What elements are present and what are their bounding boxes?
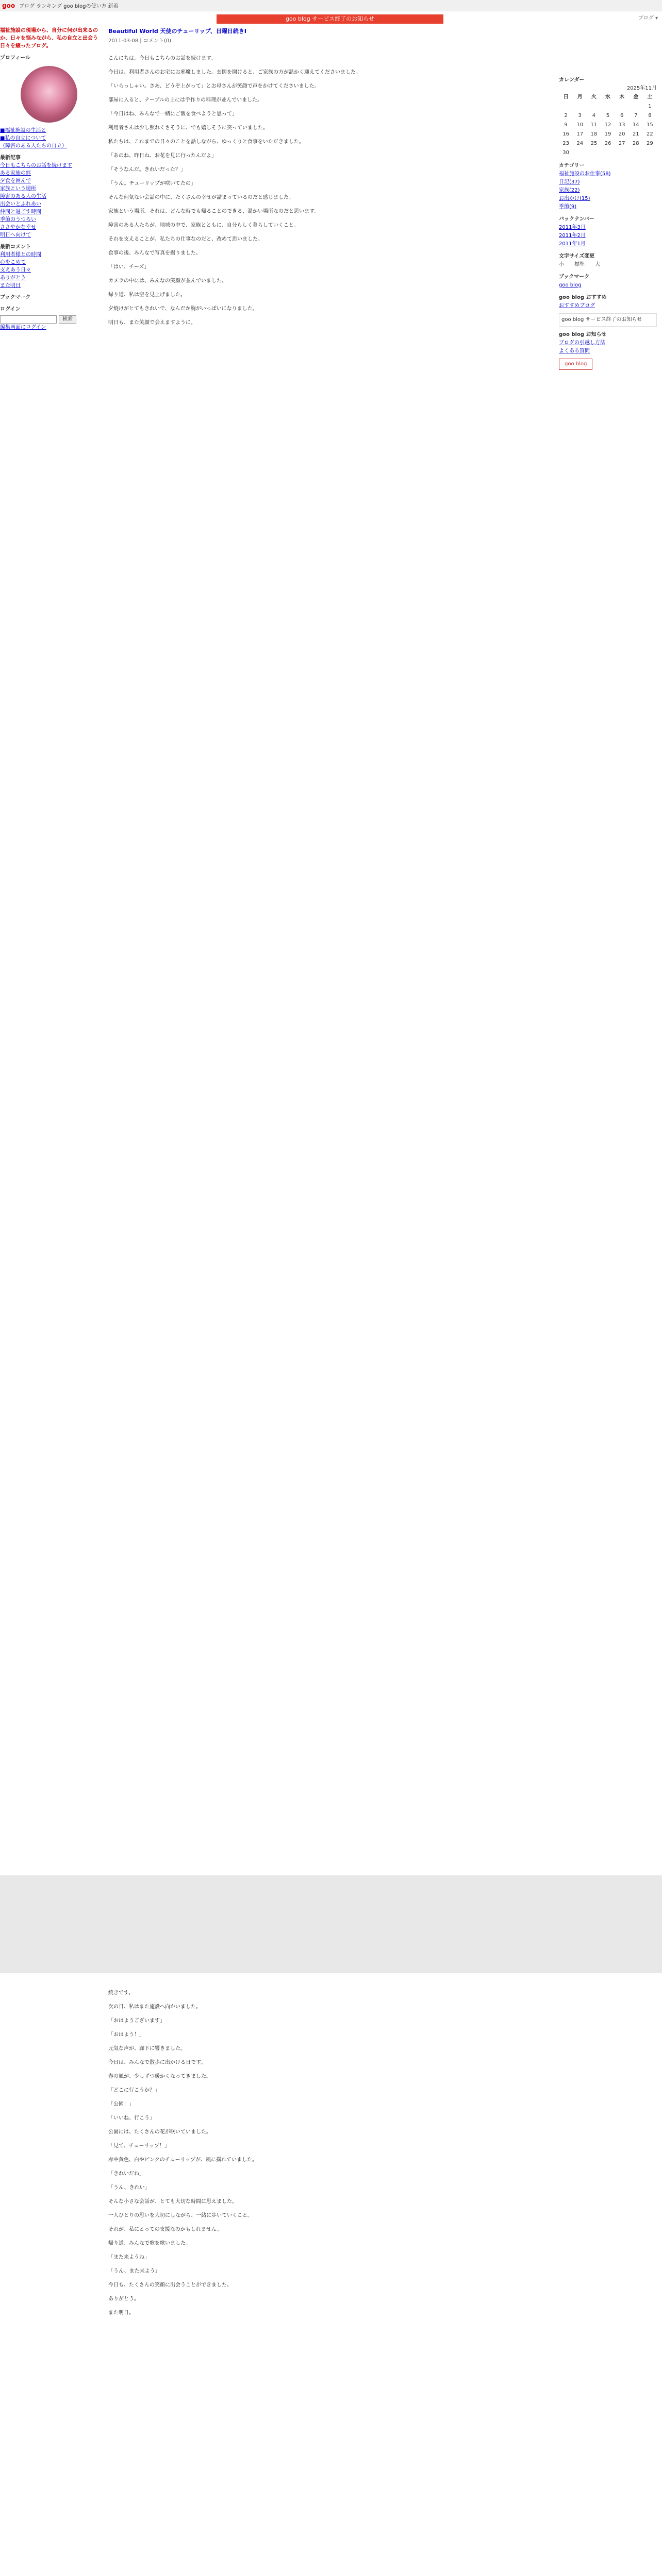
calendar-day bbox=[559, 102, 573, 111]
calendar-day[interactable]: 3 bbox=[578, 113, 582, 118]
article-paragraph: また明日。 bbox=[108, 2310, 134, 2316]
article-paragraph: それを支えることが、私たちの仕事なのだと、改めて思いました。 bbox=[108, 236, 263, 242]
calendar-day bbox=[587, 148, 601, 158]
calendar-day[interactable]: 10 bbox=[576, 122, 584, 128]
top-nav-links[interactable]: ブログ ランキング goo blogの使い方 新着 bbox=[19, 4, 119, 9]
article-paragraph: そんな何気ない会話の中に、たくさんの幸せが詰まっているのだと感じました。 bbox=[108, 194, 294, 200]
weekday-label: 木 bbox=[619, 94, 625, 100]
calendar-day[interactable]: 1 bbox=[648, 104, 652, 109]
recent-comment-link[interactable]: ありがとう bbox=[0, 275, 26, 281]
calendar-day[interactable]: 8 bbox=[648, 113, 652, 118]
weekday-label: 火 bbox=[591, 94, 597, 100]
calendar-day[interactable]: 23 bbox=[562, 141, 569, 146]
recent-comment-link[interactable]: 支えあう日々 bbox=[0, 267, 31, 273]
calendar-day[interactable]: 12 bbox=[604, 122, 611, 128]
article-paragraph: 赤や黄色、白やピンクのチューリップが、風に揺れていました。 bbox=[108, 2157, 258, 2163]
calendar-day[interactable]: 17 bbox=[576, 131, 584, 137]
weekday-label: 土 bbox=[647, 94, 653, 100]
calendar-day[interactable]: 22 bbox=[647, 131, 653, 137]
calendar-week-row bbox=[559, 148, 657, 158]
article-paragraph: 夕焼けがとてもきれいで、なんだか胸がいっぱいになりました。 bbox=[108, 306, 258, 312]
service-notice-text: goo blog サービス終了のお知らせ bbox=[561, 317, 642, 323]
article-paragraph: カメラの中には、みんなの笑顔が並んでいました。 bbox=[108, 278, 227, 284]
recommend-heading: goo blog おすすめ bbox=[559, 295, 607, 300]
calendar-day bbox=[601, 102, 615, 111]
bookmark-link[interactable]: goo blog bbox=[559, 282, 582, 288]
category-link[interactable]: 日記(37) bbox=[559, 179, 580, 185]
goo-blog-button[interactable]: goo blog bbox=[559, 359, 592, 370]
profile-link-1[interactable]: ■福祉施設の生活と bbox=[0, 128, 46, 133]
article-paragraph: 「はい、チーズ」 bbox=[108, 264, 150, 270]
calendar-week-row bbox=[559, 102, 657, 111]
recent-entry-link[interactable]: ある家族の絆 bbox=[0, 171, 31, 176]
backnumber-link[interactable]: 2011年2月 bbox=[559, 233, 586, 239]
top-nav-bar bbox=[0, 0, 662, 11]
backnumber-link[interactable]: 2011年1月 bbox=[559, 241, 586, 247]
article-paragraph: 今日も、たくさんの笑顔に出会うことができました。 bbox=[108, 2282, 232, 2288]
bookmark-heading: ブックマーク bbox=[0, 295, 31, 300]
calendar-day[interactable]: 21 bbox=[632, 131, 639, 137]
article-paragraph: 「うん、また来よう」 bbox=[108, 2268, 160, 2274]
article-paragraph: 「また来ようね」 bbox=[108, 2255, 150, 2260]
article-paragraph: 公園には、たくさんの花が咲いていました。 bbox=[108, 2129, 211, 2135]
service-notice-banner[interactable]: goo blog サービス終了のお知らせ bbox=[217, 14, 443, 24]
calendar-day[interactable]: 19 bbox=[604, 131, 611, 137]
right-sidebar bbox=[559, 72, 657, 370]
article-paragraph: 部屋に入ると、テーブルの上には手作りの料理が並んでいました。 bbox=[108, 97, 263, 103]
article-paragraph: 食事の後、みんなで写真を撮りました。 bbox=[108, 250, 201, 256]
calendar-day[interactable]: 5 bbox=[606, 113, 610, 118]
calendar-body bbox=[559, 102, 657, 158]
blog-menu-dropdown[interactable]: ブログ ▾ bbox=[638, 15, 658, 21]
recent-entry-link[interactable]: 仲間と過ごす時間 bbox=[0, 209, 41, 215]
article-paragraph: 「いいね、行こう」 bbox=[108, 2115, 155, 2121]
font-size-large[interactable]: 大 bbox=[595, 262, 600, 267]
left-sidebar bbox=[0, 27, 101, 331]
calendar-week-row bbox=[559, 130, 657, 139]
calendar-day[interactable]: 26 bbox=[604, 141, 611, 146]
calendar-day[interactable]: 27 bbox=[618, 141, 625, 146]
category-link[interactable]: 福祉施設のお仕事(58) bbox=[559, 171, 611, 177]
calendar-day[interactable]: 30 bbox=[562, 150, 569, 156]
calendar-heading: カレンダー bbox=[559, 77, 585, 83]
blog-search-form bbox=[0, 315, 101, 324]
article-paragraph: 「いらっしゃい。さあ、どうぞ上がって」とお母さんが笑顔で声をかけてくださいました。 bbox=[108, 83, 320, 89]
recent-comments-heading: 最新コメント bbox=[0, 244, 31, 250]
category-link[interactable]: 季節(9) bbox=[559, 204, 577, 210]
calendar-day[interactable]: 14 bbox=[632, 122, 639, 128]
article-paragraph: 「公園！」 bbox=[108, 2102, 134, 2107]
recent-comment-link[interactable]: 心をこめて bbox=[0, 260, 26, 265]
article-paragraph: 帰り道、みんなで歌を歌いました。 bbox=[108, 2241, 191, 2246]
backnumber-heading: バックナンバー bbox=[559, 216, 594, 222]
weekday-label: 日 bbox=[563, 94, 569, 100]
profile-heading: プロフィール bbox=[0, 55, 30, 61]
article-title[interactable]: Beautiful World 天使のチューリップ、日曜日続きⅠ bbox=[108, 28, 246, 35]
article-paragraph: 「あのね、昨日ね、お花を見に行ったんだよ」 bbox=[108, 152, 217, 159]
calendar-day bbox=[573, 102, 587, 111]
article-paragraph: 利用者さんは少し照れくさそうに、でも嬉しそうに笑っていました。 bbox=[108, 125, 268, 131]
category-heading: カテゴリー bbox=[559, 163, 585, 168]
login-heading: ログイン bbox=[0, 307, 21, 312]
category-link[interactable]: 家族(22) bbox=[559, 188, 580, 193]
calendar-day[interactable]: 29 bbox=[647, 141, 653, 146]
recent-entry-link[interactable]: 今日もこちらのお話を続けます bbox=[0, 163, 72, 168]
goo-logo[interactable]: goo bbox=[2, 2, 15, 9]
calendar-day[interactable]: 15 bbox=[647, 122, 653, 128]
article-paragraph: 「きれいだね」 bbox=[108, 2171, 144, 2177]
article-paragraph: 「見て、チューリップ！」 bbox=[108, 2143, 170, 2149]
article-paragraph: 明日も、また笑顔で会えますように。 bbox=[108, 319, 196, 326]
calendar-day[interactable]: 11 bbox=[590, 122, 598, 128]
calendar-day[interactable]: 9 bbox=[564, 122, 568, 128]
calendar-day bbox=[643, 148, 657, 158]
article-paragraph: こんにちは。今日もこちらのお話を続けます。 bbox=[108, 55, 217, 61]
calendar-day[interactable]: 4 bbox=[592, 113, 596, 118]
edit-login-link[interactable]: 編集画面にログイン bbox=[0, 325, 46, 330]
calendar-day bbox=[587, 102, 601, 111]
article-paragraph: ありがとう。 bbox=[108, 2296, 139, 2302]
calendar-week-row bbox=[559, 121, 657, 130]
article-body bbox=[108, 27, 547, 332]
calendar-day[interactable]: 20 bbox=[618, 131, 625, 137]
article-paragraph: 帰り道、私は空を見上げました。 bbox=[108, 292, 186, 298]
calendar-day bbox=[601, 148, 615, 158]
recent-entry-link[interactable]: 家族という場所 bbox=[0, 186, 36, 192]
profile-link-3[interactable]: （障害のある人たちの自立） bbox=[0, 143, 67, 149]
calendar-day[interactable]: 24 bbox=[576, 141, 584, 146]
bookmark-heading-right: ブックマーク bbox=[559, 274, 590, 280]
article-paragraph: 家族という場所。それは、どんな時でも帰ることのできる、温かい場所なのだと思います。 bbox=[108, 208, 320, 214]
article-paragraph: それが、私にとっての支援なのかもしれません。 bbox=[108, 2227, 222, 2232]
recent-entry-link[interactable]: 出会いとふれあい bbox=[0, 201, 41, 207]
calendar-day bbox=[615, 148, 629, 158]
calendar-week-row bbox=[559, 139, 657, 148]
article-paragraph: 今日は、みんなで散歩に出かける日です。 bbox=[108, 2060, 206, 2065]
calendar-day bbox=[629, 102, 643, 111]
article-meta: 2011-03-08 | コメント(0) bbox=[108, 38, 172, 44]
font-size-standard[interactable]: 標準 bbox=[574, 262, 585, 267]
article-paragraph: 今日は、利用者さんのお宅にお邪魔しました。玄関を開けると、ご家族の方が温かく迎えてくださいました。 bbox=[108, 69, 361, 75]
calendar-day bbox=[615, 102, 629, 111]
notice-link[interactable]: ブログの引越し方法 bbox=[559, 340, 605, 346]
profile-link-2[interactable]: ■私の自立について bbox=[0, 135, 46, 141]
calendar-day[interactable]: 13 bbox=[618, 122, 625, 128]
recent-entry-link[interactable]: 障害のある人の生活 bbox=[0, 194, 46, 199]
calendar-day[interactable]: 16 bbox=[562, 131, 569, 137]
calendar-day bbox=[573, 148, 587, 158]
article-paragraph: 春の風が、少しずつ暖かくなってきました。 bbox=[108, 2074, 211, 2079]
weekday-label: 水 bbox=[605, 94, 610, 100]
article-paragraph: 「そうなんだ。きれいだった？」 bbox=[108, 166, 186, 173]
font-size-options bbox=[559, 261, 657, 269]
recent-entry-link[interactable]: 夕食を囲んで bbox=[0, 178, 31, 184]
article-paragraph: 私たちは、これまでの日々のことを話しながら、ゆっくりと食事をいただきました。 bbox=[108, 139, 304, 145]
calendar-day bbox=[629, 148, 643, 158]
article-paragraph: 「うん。チューリップが咲いてたの」 bbox=[108, 180, 196, 187]
content-separator-band bbox=[0, 1875, 662, 1973]
backnumber-link[interactable]: 2011年3月 bbox=[559, 225, 586, 230]
weekday-label: 金 bbox=[633, 94, 639, 100]
article-paragraph: そんな小さな会話が、とても大切な時間に思えました。 bbox=[108, 2199, 237, 2205]
calendar-day[interactable]: 2 bbox=[564, 113, 568, 118]
article-paragraph: 「今日はね、みんなで一緒にご飯を食べようと思って」 bbox=[108, 111, 237, 117]
notice-link[interactable]: よくある質問 bbox=[559, 348, 590, 354]
calendar-day[interactable]: 25 bbox=[590, 141, 598, 146]
notice-heading: goo blog お知らせ bbox=[559, 332, 607, 337]
article-paragraph: 「おはようございます」 bbox=[108, 2018, 165, 2024]
calendar-month: 2025年11月 bbox=[626, 86, 657, 91]
article-paragraph: 「おはよう！」 bbox=[108, 2032, 144, 2038]
article-paragraph: 元気な声が、廊下に響きました。 bbox=[108, 2046, 186, 2052]
recent-entry-link[interactable]: ささやかな幸せ bbox=[0, 225, 36, 230]
article-paragraph: 続きです。 bbox=[108, 1990, 134, 1996]
recent-entry-link[interactable]: 季節のうつろい bbox=[0, 217, 36, 223]
font-size-heading: 文字サイズ変更 bbox=[559, 253, 595, 259]
article-paragraph: 「うん、きれい」 bbox=[108, 2185, 150, 2191]
recent-entries-heading: 最新記事 bbox=[0, 155, 21, 161]
recent-comment-link[interactable]: また明日 bbox=[0, 283, 21, 289]
calendar-day[interactable]: 7 bbox=[634, 113, 638, 118]
calendar-day[interactable]: 6 bbox=[620, 113, 624, 118]
font-size-small[interactable]: 小 bbox=[559, 262, 564, 267]
calendar-day[interactable]: 18 bbox=[590, 131, 598, 137]
category-link[interactable]: お出かけ(15) bbox=[559, 196, 590, 201]
weekday-label: 月 bbox=[577, 94, 583, 100]
article-paragraph: 次の日、私はまた施設へ向かいました。 bbox=[108, 2004, 201, 2010]
calendar-day[interactable]: 28 bbox=[632, 141, 639, 146]
recommend-blog-link[interactable]: おすすめブログ bbox=[559, 303, 595, 309]
article-paragraph: 一人ひとりの思いを大切にしながら、一緒に歩いていくこと。 bbox=[108, 2213, 253, 2218]
recent-comment-link[interactable]: 利用者様との時間 bbox=[0, 252, 41, 258]
blog-search-button[interactable]: 検索 bbox=[59, 315, 76, 324]
calendar-week-row bbox=[559, 111, 657, 121]
blog-search-input[interactable] bbox=[0, 315, 57, 324]
article-paragraph: 障害のある人たちが、地域の中で、家族とともに、自分らしく暮らしていくこと。 bbox=[108, 222, 299, 228]
calendar-table bbox=[559, 93, 657, 158]
blog-description: 福祉施設の現場から、自分に何が出来るのか、日々を悩みながら、私の自立と出会う日々を綴ったブログ。 bbox=[0, 28, 98, 49]
recent-entry-link[interactable]: 明日へ向けて bbox=[0, 232, 31, 238]
service-notice-box[interactable] bbox=[559, 313, 657, 327]
profile-avatar-image bbox=[21, 66, 77, 123]
article-body-continued bbox=[108, 1989, 547, 2323]
article-paragraph: 「どこに行こうか？」 bbox=[108, 2088, 160, 2093]
